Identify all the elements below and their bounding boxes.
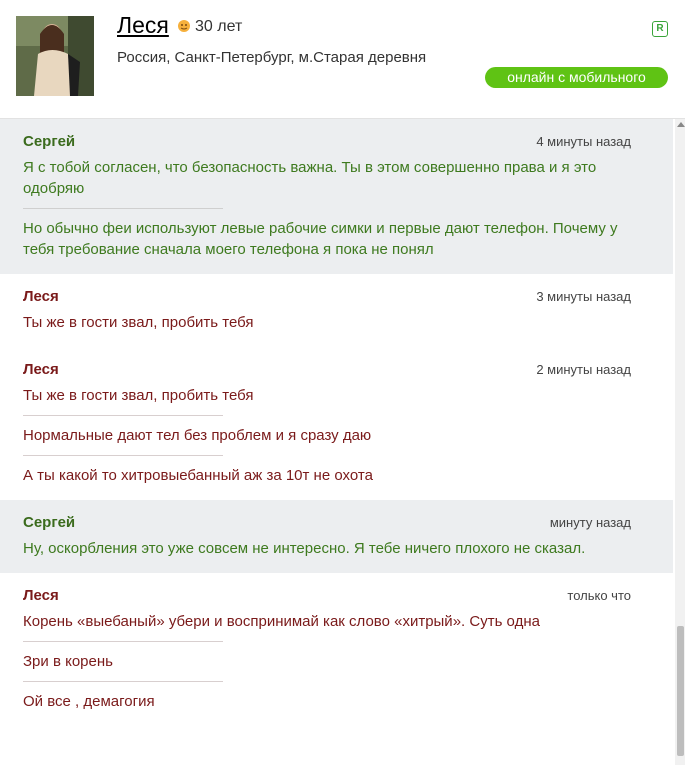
message-time: только что [567,588,631,603]
birthday-emoji-icon [177,19,191,33]
message-feed [0,119,673,726]
message-text: Ты же в гости звал, пробить тебя [23,387,254,404]
message-sender: Леся [23,361,59,378]
message-divider [23,681,223,682]
message-text: Я с тобой согласен, что безопасность важна. Ты в этом совершенно права и я это одобряю [23,159,597,197]
message-text: Зри в корень [23,653,113,670]
message-divider [23,415,223,416]
message-time: минуту назад [549,515,631,530]
registered-badge-icon: R [652,21,668,37]
message-group [0,119,673,274]
message-group [0,274,673,347]
message-sender: Сергей [23,133,76,150]
profile-name-link[interactable]: Леся [117,12,169,38]
message-group [0,573,673,726]
message-text: Но обычно феи используют левые рабочие симки и первые дают телефон. Почему у тебя требование сначала моего телефона я пока не понял [23,220,618,258]
scroll-up-arrow-icon[interactable] [677,122,685,127]
message-group [0,347,673,500]
message-divider [23,208,223,209]
message-text: А ты какой то хитровыебанный аж за 10т не охота [23,467,373,484]
profile-age: 30 лет [195,18,243,35]
message-text: Ой все , демагогия [23,693,155,710]
profile-location: Россия, Санкт-Петербург, м.Старая деревня [117,49,427,66]
message-sender: Сергей [23,514,76,531]
message-time: 2 минуты назад [536,362,631,377]
scrollbar-thumb[interactable] [677,626,684,756]
message-group [0,500,673,573]
message-divider [23,455,223,456]
message-sender: Леся [23,288,59,305]
message-text: Корень «выебаный» убери и воспринимай как слово «хитрый». Суть одна [23,613,540,630]
avatar[interactable] [16,16,94,96]
message-text: Нормальные дают тел без проблем и я сразу даю [23,427,372,444]
message-time: 4 минуты назад [536,134,631,149]
message-text: Ну, оскорбления это уже совсем не интересно. Я тебе ничего плохого не сказал. [23,540,586,557]
message-sender: Леся [23,587,59,604]
profile-header [0,0,685,119]
message-divider [23,641,223,642]
online-status-badge: онлайн с мобильного [485,67,668,88]
message-text: Ты же в гости звал, пробить тебя [23,314,254,331]
message-time: 3 минуты назад [536,289,631,304]
